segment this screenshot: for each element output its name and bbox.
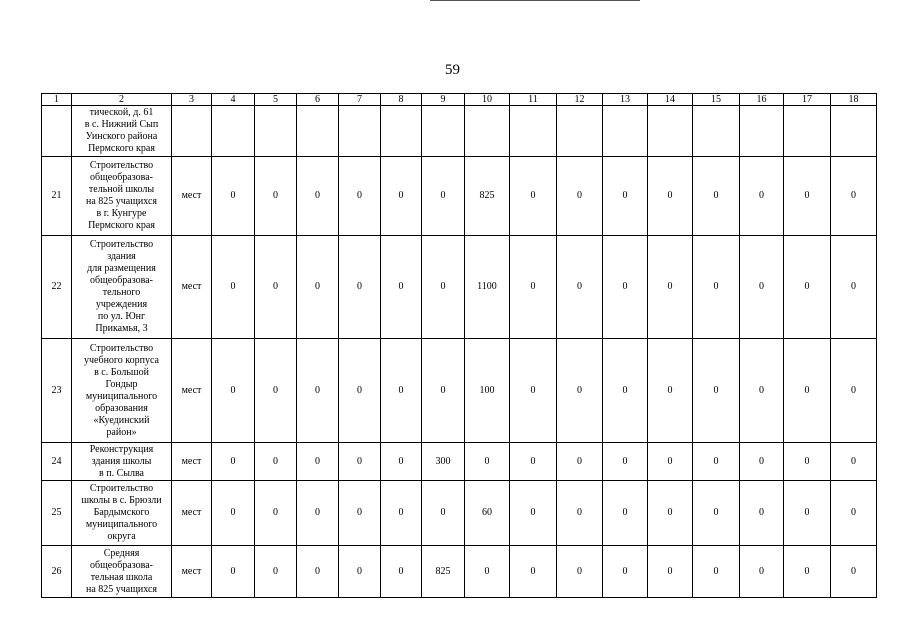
value-cell-col-14: 0 (648, 546, 693, 598)
value-cell-col-12: 0 (557, 236, 603, 339)
value-cell-col-4: 0 (212, 157, 255, 236)
value-cell-col-8: 0 (381, 546, 422, 598)
value-cell-col-9: 0 (422, 236, 465, 339)
row-number-cell: 24 (42, 443, 72, 481)
value-cell-col-14: 0 (648, 339, 693, 443)
value-cell-col-9: 0 (422, 339, 465, 443)
value-cell-col-15: 0 (693, 443, 740, 481)
unit-cell: мест (172, 481, 212, 546)
data-table (41, 93, 877, 598)
value-cell-col-9: 300 (422, 443, 465, 481)
value-cell-col-13 (603, 106, 648, 157)
value-cell-col-8: 0 (381, 157, 422, 236)
value-cell-col-18: 0 (831, 546, 877, 598)
value-cell-col-4: 0 (212, 443, 255, 481)
value-cell-col-16: 0 (740, 236, 784, 339)
column-header-6: 6 (297, 94, 339, 106)
unit-cell: мест (172, 546, 212, 598)
value-cell-col-10 (465, 106, 510, 157)
row-number-cell: 21 (42, 157, 72, 236)
value-cell-col-9: 825 (422, 546, 465, 598)
value-cell-col-6: 0 (297, 481, 339, 546)
value-cell-col-6: 0 (297, 157, 339, 236)
object-name-cell: Строительство общеобразова- тельной школы на 825 учащихся в г. Кунгуре Пермского края (72, 157, 172, 236)
value-cell-col-8: 0 (381, 339, 422, 443)
value-cell-col-10: 0 (465, 443, 510, 481)
value-cell-col-14 (648, 106, 693, 157)
object-name-cell: Строительство школы в с. Брюзли Бардымского муниципального округа (72, 481, 172, 546)
value-cell-col-6: 0 (297, 236, 339, 339)
value-cell-col-16: 0 (740, 157, 784, 236)
value-cell-col-17: 0 (784, 546, 831, 598)
value-cell-col-6: 0 (297, 339, 339, 443)
value-cell-col-10: 825 (465, 157, 510, 236)
row-number-cell: 23 (42, 339, 72, 443)
value-cell-col-13: 0 (603, 546, 648, 598)
table-row (42, 339, 877, 443)
object-name-cell: Строительство здания для размещения общеобразова- тельного учреждения по ул. Юнг Прикамья, 3 (72, 236, 172, 339)
value-cell-col-5: 0 (255, 236, 297, 339)
unit-cell (172, 106, 212, 157)
value-cell-col-13: 0 (603, 339, 648, 443)
value-cell-col-12 (557, 106, 603, 157)
column-header-18: 18 (831, 94, 877, 106)
column-header-14: 14 (648, 94, 693, 106)
value-cell-col-7: 0 (339, 236, 381, 339)
object-name-cell: Средняя общеобразова- тельная школа на 825 учащихся (72, 546, 172, 598)
value-cell-col-10: 1100 (465, 236, 510, 339)
value-cell-col-12: 0 (557, 481, 603, 546)
value-cell-col-8 (381, 106, 422, 157)
value-cell-col-7: 0 (339, 481, 381, 546)
column-header-1: 1 (42, 94, 72, 106)
value-cell-col-14: 0 (648, 481, 693, 546)
value-cell-col-6: 0 (297, 443, 339, 481)
value-cell-col-4: 0 (212, 236, 255, 339)
header-row (42, 94, 877, 106)
value-cell-col-10: 0 (465, 546, 510, 598)
table-body (42, 106, 877, 598)
unit-cell: мест (172, 339, 212, 443)
value-cell-col-10: 60 (465, 481, 510, 546)
value-cell-col-17 (784, 106, 831, 157)
unit-cell: мест (172, 443, 212, 481)
value-cell-col-16: 0 (740, 481, 784, 546)
value-cell-col-10: 100 (465, 339, 510, 443)
value-cell-col-5 (255, 106, 297, 157)
value-cell-col-18: 0 (831, 236, 877, 339)
value-cell-col-18: 0 (831, 339, 877, 443)
row-number-cell: 26 (42, 546, 72, 598)
value-cell-col-11 (510, 106, 557, 157)
value-cell-col-18: 0 (831, 481, 877, 546)
value-cell-col-9: 0 (422, 157, 465, 236)
value-cell-col-17: 0 (784, 443, 831, 481)
column-header-5: 5 (255, 94, 297, 106)
column-header-16: 16 (740, 94, 784, 106)
value-cell-col-13: 0 (603, 481, 648, 546)
column-header-17: 17 (784, 94, 831, 106)
column-header-8: 8 (381, 94, 422, 106)
object-name-cell: тической, д. 61 в с. Нижний Сып Уинского района Пермского края (72, 106, 172, 157)
value-cell-col-6: 0 (297, 546, 339, 598)
table-row (42, 236, 877, 339)
value-cell-col-17: 0 (784, 157, 831, 236)
table-row (42, 443, 877, 481)
column-header-4: 4 (212, 94, 255, 106)
value-cell-col-16: 0 (740, 339, 784, 443)
value-cell-col-12: 0 (557, 443, 603, 481)
unit-cell: мест (172, 157, 212, 236)
value-cell-col-4 (212, 106, 255, 157)
value-cell-col-17: 0 (784, 339, 831, 443)
value-cell-col-9 (422, 106, 465, 157)
value-cell-col-5: 0 (255, 339, 297, 443)
object-name-cell: Реконструкция здания школы в п. Сылва (72, 443, 172, 481)
value-cell-col-14: 0 (648, 157, 693, 236)
row-number-cell: 25 (42, 481, 72, 546)
value-cell-col-11: 0 (510, 481, 557, 546)
column-header-9: 9 (422, 94, 465, 106)
value-cell-col-11: 0 (510, 443, 557, 481)
column-header-13: 13 (603, 94, 648, 106)
value-cell-col-7 (339, 106, 381, 157)
value-cell-col-6 (297, 106, 339, 157)
value-cell-col-14: 0 (648, 236, 693, 339)
value-cell-col-8: 0 (381, 481, 422, 546)
value-cell-col-14: 0 (648, 443, 693, 481)
row-number-cell (42, 106, 72, 157)
value-cell-col-8: 0 (381, 236, 422, 339)
value-cell-col-12: 0 (557, 157, 603, 236)
unit-cell: мест (172, 236, 212, 339)
value-cell-col-9: 0 (422, 481, 465, 546)
value-cell-col-4: 0 (212, 339, 255, 443)
value-cell-col-8: 0 (381, 443, 422, 481)
value-cell-col-17: 0 (784, 481, 831, 546)
value-cell-col-4: 0 (212, 481, 255, 546)
value-cell-col-15: 0 (693, 157, 740, 236)
value-cell-col-15: 0 (693, 339, 740, 443)
value-cell-col-12: 0 (557, 546, 603, 598)
value-cell-col-11: 0 (510, 236, 557, 339)
value-cell-col-18: 0 (831, 157, 877, 236)
row-number-cell: 22 (42, 236, 72, 339)
table-row (42, 157, 877, 236)
value-cell-col-7: 0 (339, 443, 381, 481)
value-cell-col-18: 0 (831, 443, 877, 481)
value-cell-col-15: 0 (693, 236, 740, 339)
value-cell-col-13: 0 (603, 236, 648, 339)
value-cell-col-16: 0 (740, 443, 784, 481)
value-cell-col-7: 0 (339, 339, 381, 443)
value-cell-col-13: 0 (603, 443, 648, 481)
object-name-cell: Строительство учебного корпуса в с. Большой Гондыр муниципального образования «Куединский район» (72, 339, 172, 443)
table-row (42, 106, 877, 157)
value-cell-col-5: 0 (255, 546, 297, 598)
table-row (42, 481, 877, 546)
value-cell-col-18 (831, 106, 877, 157)
column-header-15: 15 (693, 94, 740, 106)
value-cell-col-7: 0 (339, 546, 381, 598)
value-cell-col-12: 0 (557, 339, 603, 443)
value-cell-col-16: 0 (740, 546, 784, 598)
value-cell-col-15: 0 (693, 481, 740, 546)
column-header-2: 2 (72, 94, 172, 106)
column-header-10: 10 (465, 94, 510, 106)
top-rule (430, 0, 640, 1)
value-cell-col-4: 0 (212, 546, 255, 598)
value-cell-col-17: 0 (784, 236, 831, 339)
value-cell-col-7: 0 (339, 157, 381, 236)
value-cell-col-11: 0 (510, 546, 557, 598)
value-cell-col-16 (740, 106, 784, 157)
value-cell-col-15: 0 (693, 546, 740, 598)
column-header-3: 3 (172, 94, 212, 106)
column-header-7: 7 (339, 94, 381, 106)
value-cell-col-5: 0 (255, 443, 297, 481)
value-cell-col-11: 0 (510, 339, 557, 443)
column-header-12: 12 (557, 94, 603, 106)
column-header-11: 11 (510, 94, 557, 106)
value-cell-col-15 (693, 106, 740, 157)
value-cell-col-11: 0 (510, 157, 557, 236)
table-row (42, 546, 877, 598)
value-cell-col-13: 0 (603, 157, 648, 236)
value-cell-col-5: 0 (255, 157, 297, 236)
value-cell-col-5: 0 (255, 481, 297, 546)
page-number: 59 (445, 62, 460, 78)
